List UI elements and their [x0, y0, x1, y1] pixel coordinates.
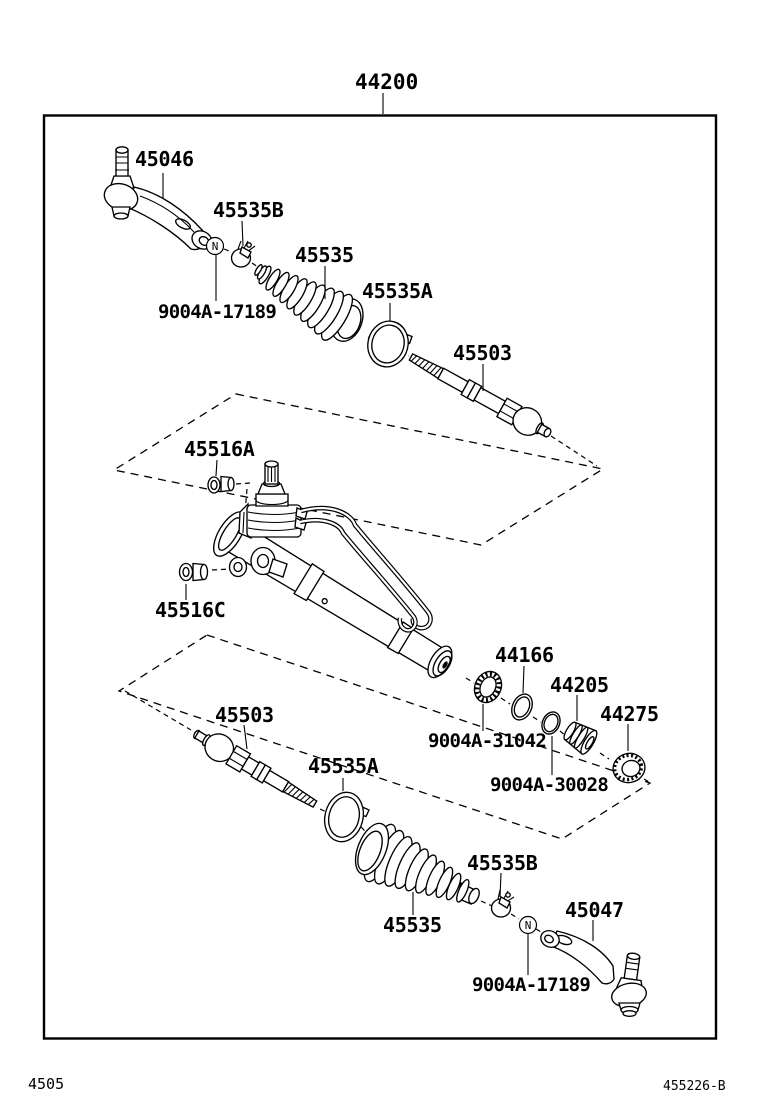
part-label-45535a-lower[interactable]: 45535A	[308, 754, 379, 778]
part-label-45535-upper[interactable]: 45535	[295, 243, 354, 267]
part-label-45516c[interactable]: 45516C	[155, 598, 226, 622]
bushing-45516c	[180, 564, 208, 581]
part-label-45535b-upper[interactable]: 45535B	[213, 198, 284, 222]
page-code: 4505	[28, 1075, 65, 1093]
nut-marker-lower	[520, 917, 537, 934]
part-label-45503-lower[interactable]: 45503	[215, 703, 274, 727]
part-label-45516a[interactable]: 45516A	[184, 437, 255, 461]
part-label-44275[interactable]: 44275	[600, 702, 659, 726]
part-label-44205[interactable]: 44205	[550, 673, 609, 697]
part-label-44200[interactable]: 44200	[355, 70, 419, 94]
lower-boss	[230, 558, 247, 577]
clip-45535a-upper	[363, 317, 413, 371]
ball-stud-tip	[116, 147, 128, 153]
nut-symbol: N	[211, 240, 219, 253]
part-label-44166[interactable]: 44166	[495, 643, 554, 667]
part-label-9004a31042[interactable]: 9004A-31042	[428, 730, 547, 752]
nut-marker-upper	[207, 238, 224, 255]
part-label-9004a30028[interactable]: 9004A-30028	[490, 774, 609, 796]
part-label-9004a17189-upper[interactable]: 9004A-17189	[158, 301, 277, 323]
oil-seal-9004a-31042	[470, 667, 507, 707]
part-label-45535b-lower[interactable]: 45535B	[467, 851, 538, 875]
part-label-9004a17189-lower[interactable]: 9004A-17189	[472, 974, 591, 996]
spacer-44166	[508, 691, 536, 723]
steering-gear-housing	[207, 461, 461, 688]
part-label-45046[interactable]: 45046	[135, 147, 194, 171]
part-label-45535a-upper[interactable]: 45535A	[362, 279, 433, 303]
part-label-45503-upper[interactable]: 45503	[453, 341, 512, 365]
rack-end-45503-lower	[188, 722, 322, 816]
clamp-45535b-lower	[492, 890, 515, 917]
drawing-code: 455226-B	[663, 1079, 726, 1094]
grommet-44275	[610, 750, 648, 786]
bushing-45516a	[208, 477, 234, 494]
boot-45535-lower	[349, 819, 481, 905]
nut-symbol: N	[524, 919, 532, 932]
part-label-45047[interactable]: 45047	[565, 898, 624, 922]
cap-44205	[560, 718, 600, 757]
ball-stud-tip	[623, 1011, 636, 1017]
part-label-45535-lower[interactable]: 45535	[383, 913, 442, 937]
